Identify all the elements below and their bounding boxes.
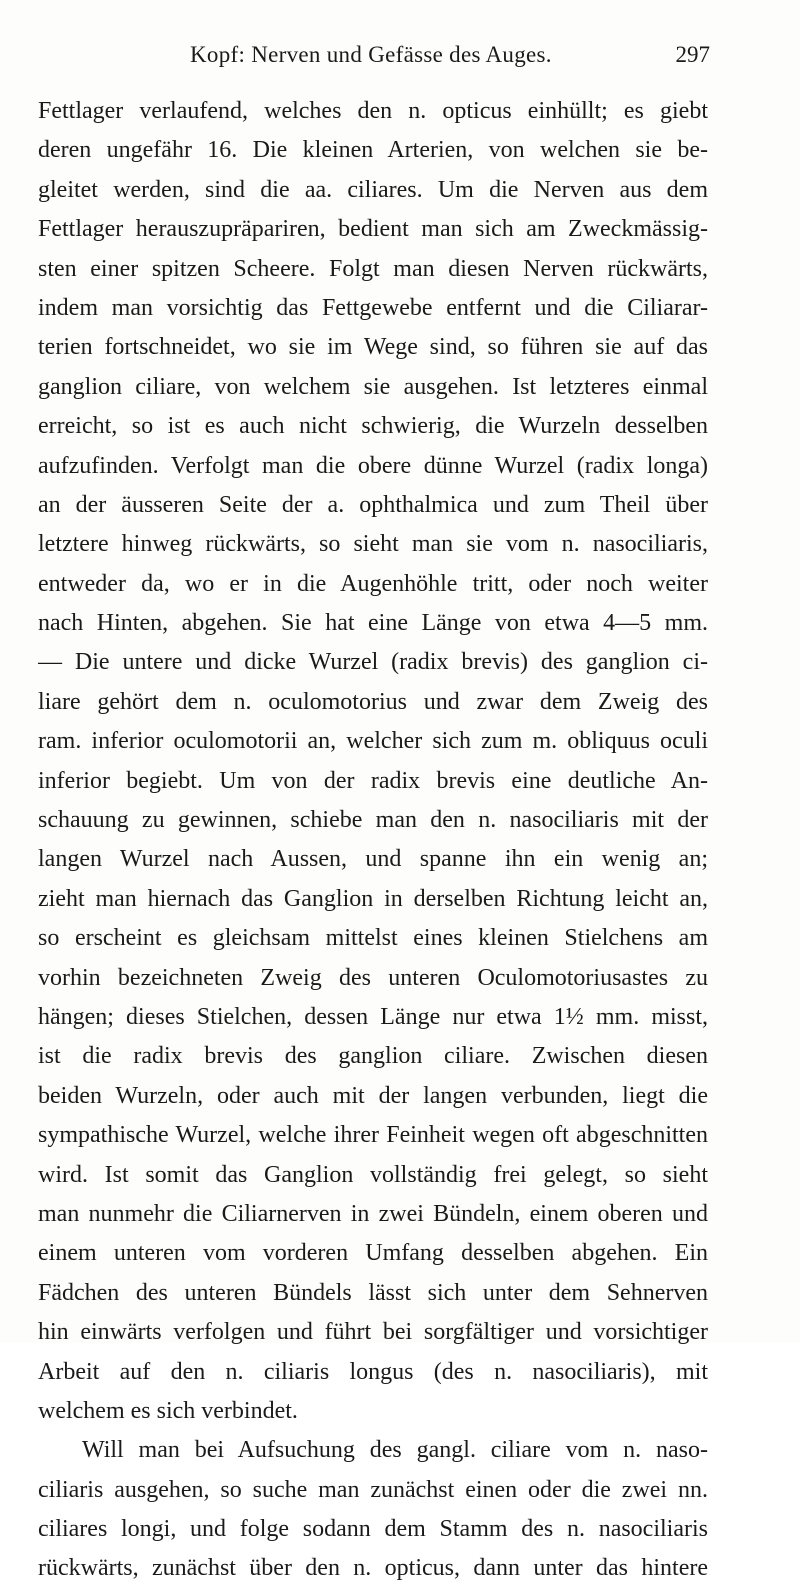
- text-line: terien fortschneidet, wo sie im Wege sind, so führen sie auf das: [38, 334, 708, 361]
- text-line: ram. inferior oculomotorii an, welcher sich zum m. obliquus oculi: [38, 728, 708, 755]
- text-line: ciliares longi, und folge sodann dem Stamm des n. nasociliaris: [38, 1516, 708, 1543]
- text-line: an der äusseren Seite der a. ophthalmica und zum Theil über: [38, 491, 708, 518]
- text-line: rückwärts, zunächst über den n. opticus, dann unter das hintere: [38, 1555, 708, 1582]
- paragraph-1: [38, 92, 708, 1431]
- text-line: Fettlager verlaufend, welches den n. opticus einhüllt; es giebt: [38, 98, 708, 124]
- text-line: langen Wurzel nach Aussen, und spanne ihn ein wenig an;: [38, 846, 708, 873]
- paragraph-2: [38, 1431, 708, 1589]
- text-line: nach Hinten, abgehen. Sie hat eine Länge von etwa 4—5 mm.: [38, 610, 708, 637]
- text-line: erreicht, so ist es auch nicht schwierig, die Wurzeln desselben: [38, 413, 708, 440]
- page-number: 297: [675, 42, 710, 67]
- text-line: Arbeit auf den n. ciliaris longus (des n. nasociliaris), mit: [38, 1358, 708, 1385]
- text-line: letztere hinweg rückwärts, so sieht man sie vom n. nasociliaris,: [38, 531, 708, 558]
- text-line: hängen; dieses Stielchen, dessen Länge nur etwa 1½ mm. misst,: [38, 1003, 708, 1030]
- text-line: gleitet werden, sind die aa. ciliares. Um die Nerven aus dem: [38, 176, 708, 203]
- text-line: aufzufinden. Verfolgt man die obere dünne Wurzel (radix longa): [38, 452, 708, 479]
- text-line: schauung zu gewinnen, schiebe man den n. nasociliaris mit der: [38, 807, 708, 834]
- text-line: wird. Ist somit das Ganglion vollständig frei gelegt, so sieht: [38, 1161, 708, 1188]
- text-line: welchem es sich verbindet.: [38, 1397, 298, 1424]
- text-line: entweder da, wo er in die Augenhöhle tritt, oder noch weiter: [38, 570, 708, 597]
- text-line: inferior begiebt. Um von der radix brevis eine deutliche An-: [38, 767, 708, 794]
- text-line: ist die radix brevis des ganglion ciliare. Zwischen diesen: [38, 1043, 708, 1070]
- body-text: [38, 92, 708, 1589]
- text-line: Fettlager herauszupräpariren, bedient man sich am Zweckmässig-: [38, 216, 708, 243]
- text-line: ciliaris ausgehen, so suche man zunächst einen oder die zwei nn.: [38, 1476, 708, 1503]
- running-title: Kopf: Nerven und Gefässe des Auges.: [190, 42, 552, 67]
- text-line: Fädchen des unteren Bündels lässt sich unter dem Sehnerven: [38, 1279, 708, 1306]
- text-line: beiden Wurzeln, oder auch mit der langen verbunden, liegt die: [38, 1082, 708, 1109]
- text-line: indem man vorsichtig das Fettgewebe entfernt und die Ciliarar-: [38, 294, 708, 321]
- text-line: Will man bei Aufsuchung des gangl. ciliare vom n. naso-: [82, 1437, 708, 1464]
- text-line: — Die untere und dicke Wurzel (radix brevis) des ganglion ci-: [38, 649, 708, 676]
- text-line: zieht man hiernach das Ganglion in derselben Richtung leicht an,: [38, 885, 708, 912]
- text-line: sympathische Wurzel, welche ihrer Feinheit wegen oft abgeschnitten: [38, 1122, 708, 1149]
- running-head: [40, 42, 710, 72]
- text-line: ganglion ciliare, von welchem sie ausgehen. Ist letzteres einmal: [38, 373, 708, 400]
- text-line: einem unteren vom vorderen Umfang desselben abgehen. Ein: [38, 1240, 708, 1267]
- text-line: sten einer spitzen Scheere. Folgt man diesen Nerven rückwärts,: [38, 255, 708, 282]
- text-line: deren ungefähr 16. Die kleinen Arterien, von welchen sie be-: [38, 137, 708, 164]
- text-line: liare gehört dem n. oculomotorius und zwar dem Zweig des: [38, 688, 708, 715]
- text-line: man nunmehr die Ciliarnerven in zwei Bündeln, einem oberen und: [38, 1200, 708, 1227]
- text-line: so erscheint es gleichsam mittelst eines kleinen Stielchens am: [38, 925, 708, 952]
- text-line: hin einwärts verfolgen und führt bei sorgfältiger und vorsichtiger: [38, 1319, 708, 1346]
- text-line: vorhin bezeichneten Zweig des unteren Oculomotoriusastes zu: [38, 964, 708, 991]
